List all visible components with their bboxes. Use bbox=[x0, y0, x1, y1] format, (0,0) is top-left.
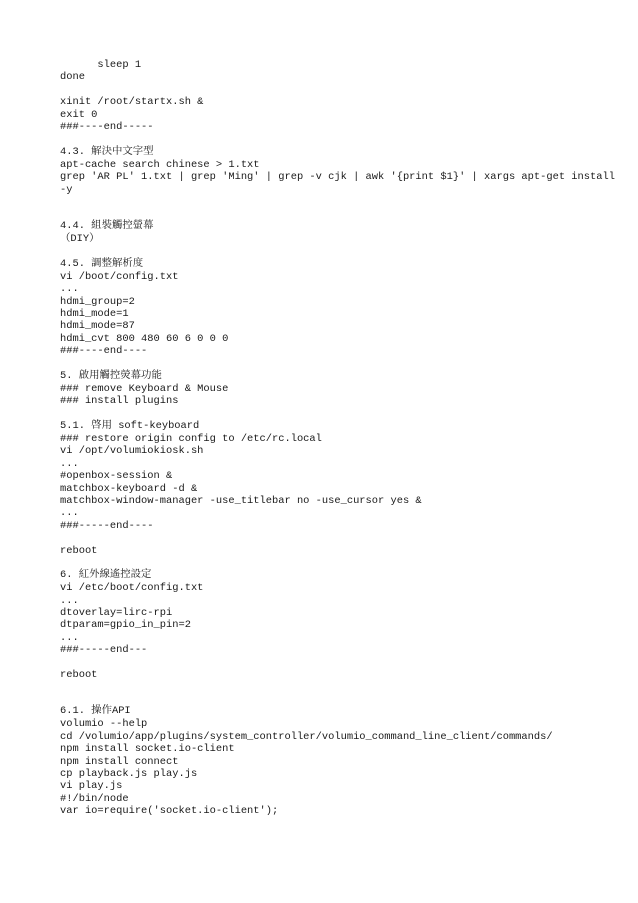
code-line: reboot bbox=[60, 544, 98, 557]
code-line: vi /etc/boot/config.txt bbox=[60, 582, 204, 595]
code-line: ###-----end---- bbox=[60, 519, 154, 532]
code-line: ... bbox=[60, 283, 79, 296]
code-line: dtoverlay=lirc-rpi bbox=[60, 607, 173, 620]
code-line: done bbox=[60, 71, 85, 84]
code-line: ###----end----- bbox=[60, 120, 154, 133]
code-line: sleep 1 bbox=[60, 59, 142, 71]
code-line: ... bbox=[60, 507, 79, 520]
code-line: var io=require('socket.io-client'); bbox=[60, 805, 279, 818]
code-line: ... bbox=[60, 594, 79, 607]
code-line: #openbox-session & bbox=[60, 470, 173, 483]
code-line: ### install plugins bbox=[60, 395, 179, 408]
code-line: hdmi_cvt 800 480 60 6 0 0 0 bbox=[60, 332, 229, 345]
code-line: npm install connect bbox=[60, 755, 179, 768]
section-heading-5: 5. 啟用觸控熒幕功能 bbox=[60, 369, 162, 382]
code-line: ###----end---- bbox=[60, 345, 148, 358]
code-line: vi /opt/volumiokiosk.sh bbox=[60, 445, 204, 458]
section-heading-4-5: 4.5. 調整解析度 bbox=[60, 257, 144, 270]
code-line: npm install socket.io-client bbox=[60, 743, 235, 756]
code-line: #!/bin/node bbox=[60, 792, 129, 805]
code-line: ### restore origin config to /etc/rc.local bbox=[60, 433, 322, 446]
code-line: hdmi_mode=87 bbox=[60, 320, 135, 333]
code-line: matchbox-keyboard -d & bbox=[60, 482, 198, 495]
code-line: volumio --help bbox=[60, 718, 148, 731]
code-line: apt-cache search chinese > 1.txt bbox=[60, 158, 260, 171]
code-line: hdmi_group=2 bbox=[60, 295, 135, 308]
code-line: vi /boot/config.txt bbox=[60, 270, 179, 283]
section-heading-4-4: 4.4. 組裝觸控螢幕 bbox=[60, 219, 154, 232]
code-line: dtparam=gpio_in_pin=2 bbox=[60, 619, 191, 632]
code-line: matchbox-window-manager -use_titlebar no -use_cursor yes & bbox=[60, 494, 422, 507]
section-heading-6: 6. 紅外線遙控設定 bbox=[60, 569, 152, 582]
document-body bbox=[60, 59, 620, 818]
section-heading-4-3: 4.3. 解決中文字型 bbox=[60, 145, 154, 158]
code-line: ###-----end--- bbox=[60, 644, 148, 657]
code-line: ... bbox=[60, 457, 79, 470]
code-line: xinit /root/startx.sh & bbox=[60, 96, 204, 109]
code-line: ... bbox=[60, 631, 79, 644]
code-line: cp playback.js play.js bbox=[60, 768, 198, 780]
section-heading-5-1: 5.1. 啓用 soft-keyboard bbox=[60, 420, 200, 433]
code-line: exit 0 bbox=[60, 108, 98, 121]
code-line: hdmi_mode=1 bbox=[60, 307, 129, 320]
code-line: ### remove Keyboard & Mouse bbox=[60, 382, 229, 395]
code-line: cd /volumio/app/plugins/system_controller/volumio_command_line_client/commands/ bbox=[60, 730, 553, 743]
note-text: （DIY） bbox=[60, 232, 100, 245]
section-heading-6-1: 6.1. 操作API bbox=[60, 705, 131, 718]
code-line: vi play.js bbox=[60, 780, 123, 793]
code-line: grep 'AR PL' 1.txt | grep 'Ming' | grep -v cjk | awk '{print $1}' | xargs apt-get install -y bbox=[60, 171, 622, 196]
code-line: reboot bbox=[60, 669, 98, 682]
